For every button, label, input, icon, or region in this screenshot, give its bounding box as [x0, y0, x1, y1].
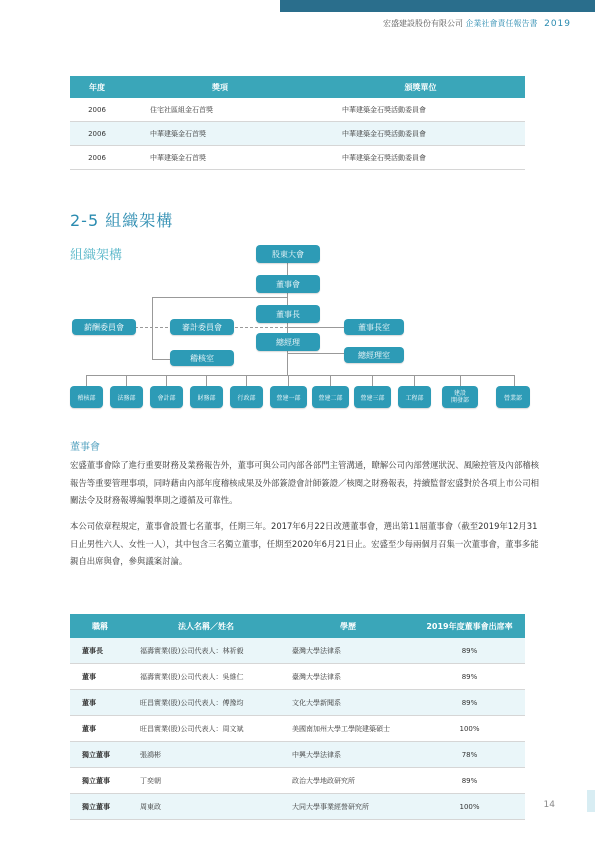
page-edge-strip [587, 790, 595, 812]
director-name: 旺昌實業(股)公司代表人：傅豫均 [130, 690, 282, 716]
column-header: 頒獎單位 [316, 76, 525, 98]
connector-dept [514, 375, 515, 386]
connector-chairman-office [288, 327, 344, 328]
connector-dept [206, 375, 207, 386]
director-title: 獨立董事 [70, 768, 130, 794]
director-education: 臺灣大學法律系 [282, 638, 414, 664]
section-title: 2-5 組織架構 [70, 211, 174, 230]
header-bar [280, 0, 595, 12]
table-row [70, 122, 525, 146]
report-name: 企業社會責任報告書 [465, 19, 538, 28]
company-name: 宏盛建設股份有限公司 [383, 19, 463, 28]
award-name: 中華建築金石首獎 [124, 122, 316, 146]
director-name: 福壽實業(股)公司代表人：吳維仁 [130, 664, 282, 690]
connector-dept [414, 375, 415, 386]
director-name: 旺昌實業(股)公司代表人：周文斌 [130, 716, 282, 742]
director-title: 董事 [70, 664, 130, 690]
award-year: 2006 [70, 98, 124, 122]
board-heading: 董事會 [70, 442, 100, 453]
director-name: 丁奕朝 [130, 768, 282, 794]
table-row [70, 664, 525, 690]
director-education: 政治大學地政研究所 [282, 768, 414, 794]
column-header: 法人名稱／姓名 [130, 614, 282, 638]
board-paragraph: 宏盛董事會除了進行重要財務及業務報告外，董事可與公司內部各部門主管溝通，瞭解公司內部營運狀況、風險控管及內部稽核報告等重要管理事項，同時藉由內部年度稽核成果及外部簽證會計師簽證／核閱之財務報表，持續監督宏盛對於各項上市公司相關法令及財務報導編製準則之遵循及可靠性。 [70, 460, 539, 505]
org-box-chairman-office: 董事長室 [344, 319, 404, 335]
award-year: 2006 [70, 146, 124, 170]
director-title: 董事 [70, 716, 130, 742]
connector-gm-down [287, 349, 288, 375]
org-box-gm-office: 總經理室 [344, 347, 404, 363]
director-education: 美國南加州大學工學院建築碩士 [282, 716, 414, 742]
connector-dept [372, 375, 373, 386]
org-chart [0, 235, 595, 415]
org-box-department: 法務部 [110, 386, 143, 408]
org-box-department: 建設 開發部 [442, 386, 478, 408]
table-row [70, 690, 525, 716]
org-box-department: 會計部 [150, 386, 183, 408]
connector-dept [460, 375, 461, 386]
director-attendance: 89% [414, 768, 525, 794]
org-box-department: 財務部 [190, 386, 223, 408]
director-name: 周東政 [130, 794, 282, 820]
table-row [70, 768, 525, 794]
column-header: 2019年度董事會出席率 [414, 614, 525, 638]
connector-departments [86, 375, 514, 376]
connector-dept [166, 375, 167, 386]
director-education: 文化大學新聞系 [282, 690, 414, 716]
org-box-gm: 總經理 [256, 333, 320, 351]
table-row [70, 742, 525, 768]
director-title: 董事長 [70, 638, 130, 664]
connector-dept [246, 375, 247, 386]
org-box-remuneration: 薪酬委員會 [72, 319, 136, 335]
table-row [70, 638, 525, 664]
table-row [70, 146, 525, 170]
award-issuer: 中華建築金石獎活動委員會 [316, 98, 525, 122]
org-box-department: 行政部 [230, 386, 263, 408]
connector-board-branch [152, 297, 288, 298]
org-box-department: 營業部 [496, 386, 530, 408]
org-box-board: 董事會 [256, 275, 320, 293]
table-header-row [70, 614, 525, 638]
board-paragraph: 本公司依章程規定，董事會設置七名董事，任期三年。2017年6月22日改選董事會，選出第11屆董事會（截至2019年12月31日止男性六人、女性一人），其中包含三名獨立董事，任期至2020年6月21日止。宏盛至少每兩個月召集一次董事會，董事多能親自出席與會，參與議案討論。 [70, 521, 539, 566]
connector-dept [330, 375, 331, 386]
column-header: 職稱 [70, 614, 130, 638]
report-year: 2019 [544, 19, 571, 29]
award-name: 住宅社區組金石首獎 [124, 98, 316, 122]
org-box-department: 營建一部 [270, 386, 307, 408]
director-attendance: 89% [414, 690, 525, 716]
director-attendance: 100% [414, 794, 525, 820]
table-row [70, 98, 525, 122]
running-header [383, 18, 571, 29]
director-attendance: 78% [414, 742, 525, 768]
page-number: 14 [543, 800, 555, 810]
column-header: 獎項 [124, 76, 316, 98]
connector-gm-office [288, 353, 344, 354]
column-header: 年度 [70, 76, 124, 98]
director-title: 獨立董事 [70, 742, 130, 768]
director-title: 獨立董事 [70, 794, 130, 820]
director-attendance: 89% [414, 664, 525, 690]
director-attendance: 89% [414, 638, 525, 664]
awards-table [70, 76, 525, 170]
director-name: 福壽實業(股)公司代表人：林祈毅 [130, 638, 282, 664]
award-issuer: 中華建築金石獎活動委員會 [316, 122, 525, 146]
director-education: 臺灣大學法律系 [282, 664, 414, 690]
director-attendance: 100% [414, 716, 525, 742]
org-box-shareholders: 股東大會 [256, 245, 320, 263]
table-header-row [70, 76, 525, 98]
award-issuer: 中華建築金石獎活動委員會 [316, 146, 525, 170]
connector-dept [86, 375, 87, 386]
connector-dept [288, 375, 289, 386]
org-chart-heading: 組織架構 [70, 248, 123, 263]
connector-dept [126, 375, 127, 386]
table-row [70, 794, 525, 820]
org-box-department: 工程部 [398, 386, 431, 408]
table-row [70, 716, 525, 742]
connector-board-drop [152, 297, 153, 359]
director-education: 中興大學法律系 [282, 742, 414, 768]
org-box-audit-office: 稽核室 [170, 350, 234, 366]
org-box-department: 營建三部 [354, 386, 391, 408]
org-box-department: 稽核部 [70, 386, 103, 408]
award-name: 中華建築金石首獎 [124, 146, 316, 170]
org-box-department: 營建二部 [312, 386, 349, 408]
directors-table [70, 614, 525, 820]
column-header: 學歷 [282, 614, 414, 638]
director-title: 董事 [70, 690, 130, 716]
award-year: 2006 [70, 122, 124, 146]
director-name: 張鴻彬 [130, 742, 282, 768]
director-education: 大同大學事業經營研究所 [282, 794, 414, 820]
org-box-chairman: 董事長 [256, 305, 320, 323]
org-box-audit-committee: 審計委員會 [170, 319, 234, 335]
